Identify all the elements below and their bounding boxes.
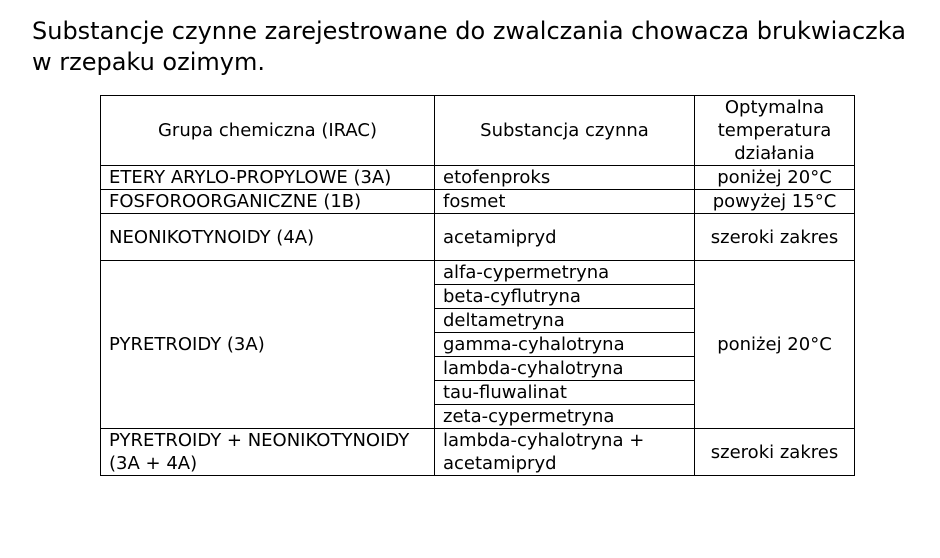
- header-substance: Substancja czynna: [435, 96, 695, 166]
- header-group: Grupa chemiczna (IRAC): [101, 96, 435, 166]
- temperature-cell: szeroki zakres: [695, 214, 855, 261]
- substance-cell: fosmet: [435, 190, 695, 214]
- table-row: [101, 429, 855, 476]
- substance-cell: alfa-cypermetryna: [435, 261, 695, 285]
- table-row: [101, 214, 855, 261]
- substance-cell: tau-fluwalinat: [435, 381, 695, 405]
- table-row: [101, 261, 855, 285]
- group-cell: ETERY ARYLO-PROPYLOWE (3A): [101, 166, 435, 190]
- temperature-cell: poniżej 20°C: [695, 261, 855, 429]
- table-header-row: [101, 96, 855, 166]
- substance-cell: beta-cyflutryna: [435, 285, 695, 309]
- group-cell: PYRETROIDY (3A): [101, 261, 435, 429]
- table-row: [101, 190, 855, 214]
- group-cell: NEONIKOTYNOIDY (4A): [101, 214, 435, 261]
- substance-cell: gamma-cyhalotryna: [435, 333, 695, 357]
- header-temperature: Optymalna temperatura działania: [695, 96, 855, 166]
- substance-cell: etofenproks: [435, 166, 695, 190]
- page-title: Substancje czynne zarejestrowane do zwalczania chowacza brukwiaczka w rzepaku ozimym.: [32, 17, 906, 76]
- table-row: [101, 166, 855, 190]
- substances-table: [100, 95, 855, 476]
- group-cell: PYRETROIDY + NEONIKOTYNOIDY (3A + 4A): [101, 429, 435, 476]
- temperature-cell: poniżej 20°C: [695, 166, 855, 190]
- temperature-cell: powyżej 15°C: [695, 190, 855, 214]
- substance-cell: acetamipryd: [435, 214, 695, 261]
- group-cell: FOSFOROORGANICZNE (1B): [101, 190, 435, 214]
- substance-cell: deltametryna: [435, 309, 695, 333]
- substance-cell: lambda-cyhalotryna + acetamipryd: [435, 429, 695, 476]
- temperature-cell: szeroki zakres: [695, 429, 855, 476]
- substance-cell: zeta-cypermetryna: [435, 405, 695, 429]
- substance-cell: lambda-cyhalotryna: [435, 357, 695, 381]
